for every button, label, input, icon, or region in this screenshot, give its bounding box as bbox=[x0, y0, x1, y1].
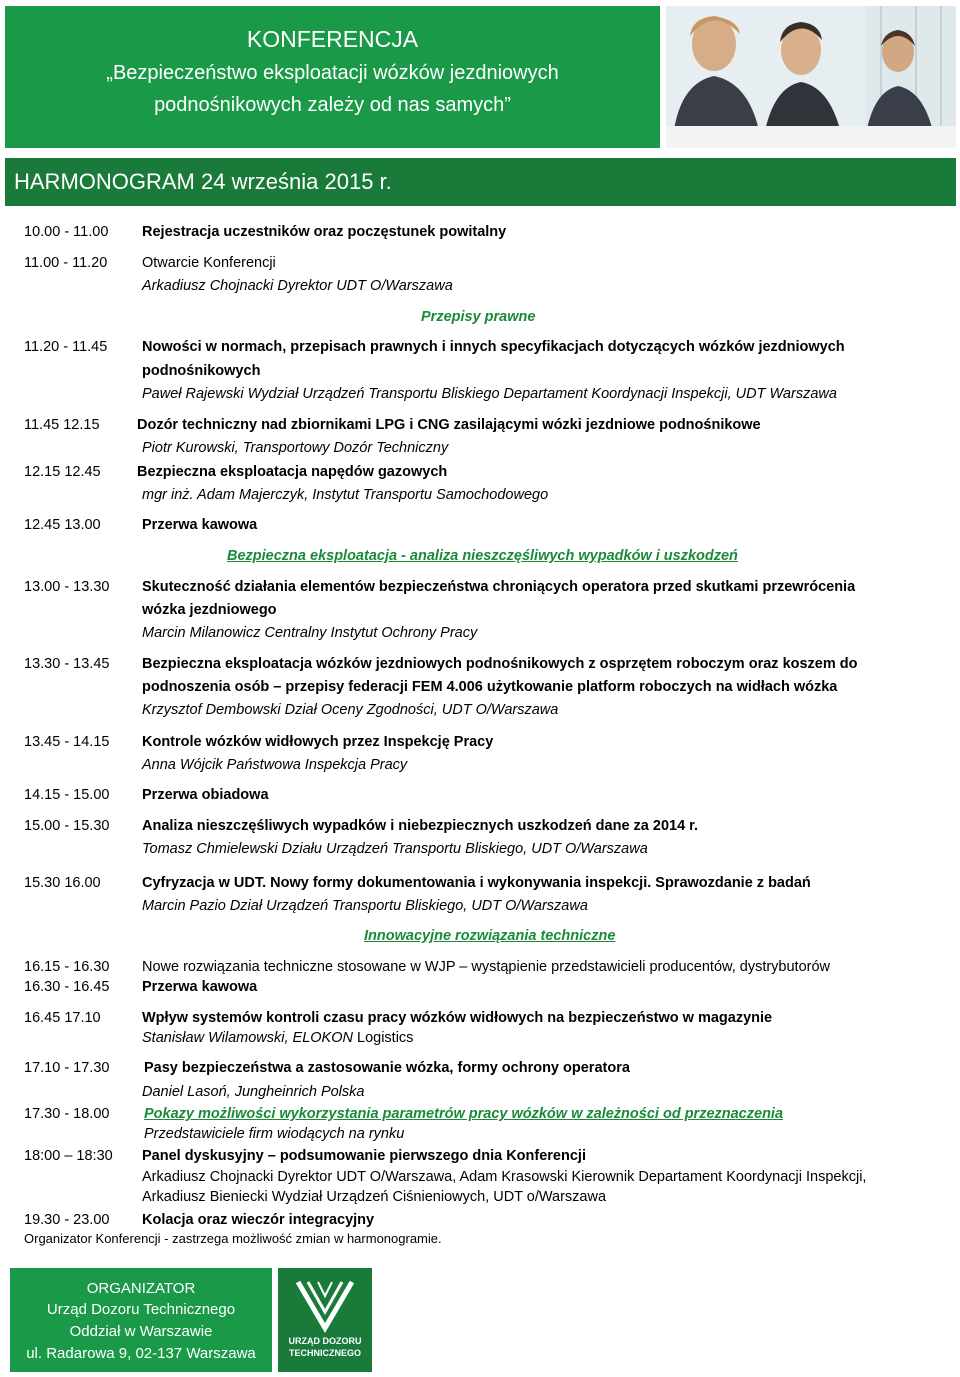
time-slot: 17.10 - 17.30 bbox=[24, 1060, 110, 1076]
organizer-label: ORGANIZATOR bbox=[86, 1280, 196, 1297]
session-title: Analiza nieszczęśliwych wypadków i niebezpiecznych uszkodzeń dane za 2014 r. bbox=[142, 818, 699, 834]
session-speaker: Arkadiusz Chojnacki Dyrektor UDT O/Warszawa, Adam Krasowski Kierownik Departament Koordynacji Inspekcji, bbox=[142, 1169, 867, 1185]
conference-title-line2: podnośnikowych zależy od nas samych” bbox=[154, 94, 511, 116]
session-title: Cyfryzacja w UDT. Nowy formy dokumentowania i wykonywania inspekcji. Sprawozdanie z badań bbox=[142, 875, 811, 891]
header-photo bbox=[666, 6, 956, 148]
time-slot: 10.00 - 11.00 bbox=[24, 224, 109, 240]
time-slot: 11.20 - 11.45 bbox=[24, 339, 108, 355]
section-heading: Bezpieczna eksploatacja - analiza nieszczęśliwych wypadków i uszkodzeń bbox=[227, 548, 738, 564]
time-slot: 12.45 13.00 bbox=[24, 517, 101, 533]
session-title: Otwarcie Konferencji bbox=[142, 255, 276, 271]
organizer-box bbox=[10, 1268, 272, 1372]
session-title-cont: wózka jezdniowego bbox=[142, 602, 277, 618]
organizer-address: ul. Radarowa 9, 02-137 Warszawa bbox=[26, 1345, 256, 1362]
speaker-name: Stanisław Wilamowski, ELOKON bbox=[142, 1030, 353, 1046]
time-slot: 11.00 - 11.20 bbox=[24, 255, 108, 271]
disclaimer-note: Organizator Konferencji - zastrzega możliwość zmian w harmonogramie. bbox=[24, 1231, 442, 1246]
session-title: Skuteczność działania elementów bezpieczeństwa chroniących operatora przed skutkami przewrócenia bbox=[142, 579, 856, 595]
time-slot: 16.15 - 16.30 bbox=[24, 959, 110, 975]
conference-title-line1: „Bezpieczeństwo eksploatacji wózków jezdniowych bbox=[106, 62, 559, 84]
session-speaker: Marcin Pazio Dział Urządzeń Transportu Bliskiego, UDT O/Warszawa bbox=[142, 898, 588, 914]
session-title: Przerwa kawowa bbox=[142, 517, 258, 533]
time-slot: 13.00 - 13.30 bbox=[24, 579, 110, 595]
session-title: Panel dyskusyjny – podsumowanie pierwszego dnia Konferencji bbox=[142, 1148, 586, 1164]
session-speaker: Piotr Kurowski, Transportowy Dozór Techniczny bbox=[142, 440, 449, 456]
session-speaker: Daniel Lasoń, Jungheinrich Polska bbox=[142, 1084, 365, 1100]
session-speaker-cont: Arkadiusz Bieniecki Wydział Urządzeń Ciśnieniowych, UDT o/Warszawa bbox=[142, 1189, 607, 1205]
session-title: Pasy bezpieczeństwa a zastosowanie wózka, formy ochrony operatora bbox=[144, 1060, 630, 1076]
session-speaker: Anna Wójcik Państwowa Inspekcja Pracy bbox=[142, 757, 408, 773]
section-heading: Przepisy prawne bbox=[421, 309, 536, 325]
organizer-branch: Oddział w Warszawie bbox=[69, 1323, 213, 1340]
organizer-name: Urząd Dozoru Technicznego bbox=[46, 1301, 236, 1318]
logo-text-line1: URZĄD DOZORU bbox=[288, 1336, 362, 1346]
logo-mark bbox=[318, 1282, 332, 1296]
time-slot: 15.30 16.00 bbox=[24, 875, 101, 891]
session-speaker: Przedstawiciele firm wiodących na rynku bbox=[144, 1126, 405, 1142]
session-title-cont: podnoszenia osób – przepisy federacji FEM 4.006 użytkowanie platform roboczych na widłach wózka bbox=[142, 679, 838, 695]
schedule-heading: HARMONOGRAM 24 września 2015 r. bbox=[5, 158, 956, 206]
logo-mark bbox=[298, 1282, 352, 1328]
logo-text-line2: TECHNICZNEGO bbox=[289, 1348, 361, 1358]
session-title: Przerwa obiadowa bbox=[142, 787, 269, 803]
session-speaker bbox=[142, 1030, 413, 1046]
session-speaker: mgr inż. Adam Majerczyk, Instytut Transportu Samochodowego bbox=[142, 487, 549, 503]
time-slot: 14.15 - 15.00 bbox=[24, 787, 110, 803]
session-title: Kontrole wózków widłowych przez Inspekcję Pracy bbox=[142, 734, 494, 750]
session-title-cont: podnośnikowych bbox=[142, 363, 261, 379]
session-speaker: Arkadiusz Chojnacki Dyrektor UDT O/Warszawa bbox=[142, 278, 453, 294]
conference-label: KONFERENCJA bbox=[246, 26, 419, 52]
session-title: Przerwa kawowa bbox=[142, 979, 258, 995]
time-slot: 16.45 17.10 bbox=[24, 1010, 101, 1026]
session-title: Nowości w normach, przepisach prawnych i innych specyfikacjach dotyczących wózków jezdniowych bbox=[142, 339, 845, 355]
time-slot: 16.30 - 16.45 bbox=[24, 979, 110, 995]
session-title: Bezpieczna eksploatacja wózków jezdniowych podnośnikowych z osprzętem roboczym oraz koszem do bbox=[142, 656, 858, 672]
time-slot: 17.30 - 18.00 bbox=[24, 1106, 110, 1122]
udt-logo bbox=[278, 1268, 372, 1372]
conference-header bbox=[5, 6, 660, 148]
time-slot: 11.45 12.15 bbox=[24, 417, 100, 433]
time-slot: 19.30 - 23.00 bbox=[24, 1212, 110, 1228]
session-title: Rejestracja uczestników oraz poczęstunek powitalny bbox=[142, 224, 507, 240]
session-speaker: Krzysztof Dembowski Dział Oceny Zgodności, UDT O/Warszawa bbox=[142, 702, 559, 718]
session-title: Bezpieczna eksploatacja napędów gazowych bbox=[137, 464, 448, 480]
session-title: Kolacja oraz wieczór integracyjny bbox=[142, 1212, 375, 1228]
session-speaker: Paweł Rajewski Wydział Urządzeń Transportu Bliskiego Departament Koordynacji Inspekcji, UDT Warszawa bbox=[142, 386, 837, 402]
time-slot: 18:00 – 18:30 bbox=[24, 1148, 113, 1164]
section-heading: Innowacyjne rozwiązania techniczne bbox=[364, 928, 616, 944]
session-speaker: Tomasz Chmielewski Działu Urządzeń Transportu Bliskiego, UDT O/Warszawa bbox=[142, 841, 648, 857]
time-slot: 13.30 - 13.45 bbox=[24, 656, 110, 672]
session-title: Pokazy możliwości wykorzystania parametrów pracy wózków w zależności od przeznaczenia bbox=[144, 1106, 784, 1122]
session-title: Wpływ systemów kontroli czasu pracy wózków widłowych na bezpieczeństwo w magazynie bbox=[142, 1010, 773, 1026]
time-slot: 13.45 - 14.15 bbox=[24, 734, 110, 750]
session-speaker: Marcin Milanowicz Centralny Instytut Ochrony Pracy bbox=[142, 625, 478, 641]
speaker-suffix: Logistics bbox=[352, 1030, 414, 1046]
session-title: Dozór techniczny nad zbiornikami LPG i CNG zasilającymi wózki jezdniowe podnośnikowe bbox=[137, 417, 761, 433]
session-title: Nowe rozwiązania techniczne stosowane w WJP – wystąpienie przedstawicieli producentów, dystrybutorów bbox=[142, 959, 831, 975]
time-slot: 15.00 - 15.30 bbox=[24, 818, 110, 834]
time-slot: 12.15 12.45 bbox=[24, 464, 101, 480]
